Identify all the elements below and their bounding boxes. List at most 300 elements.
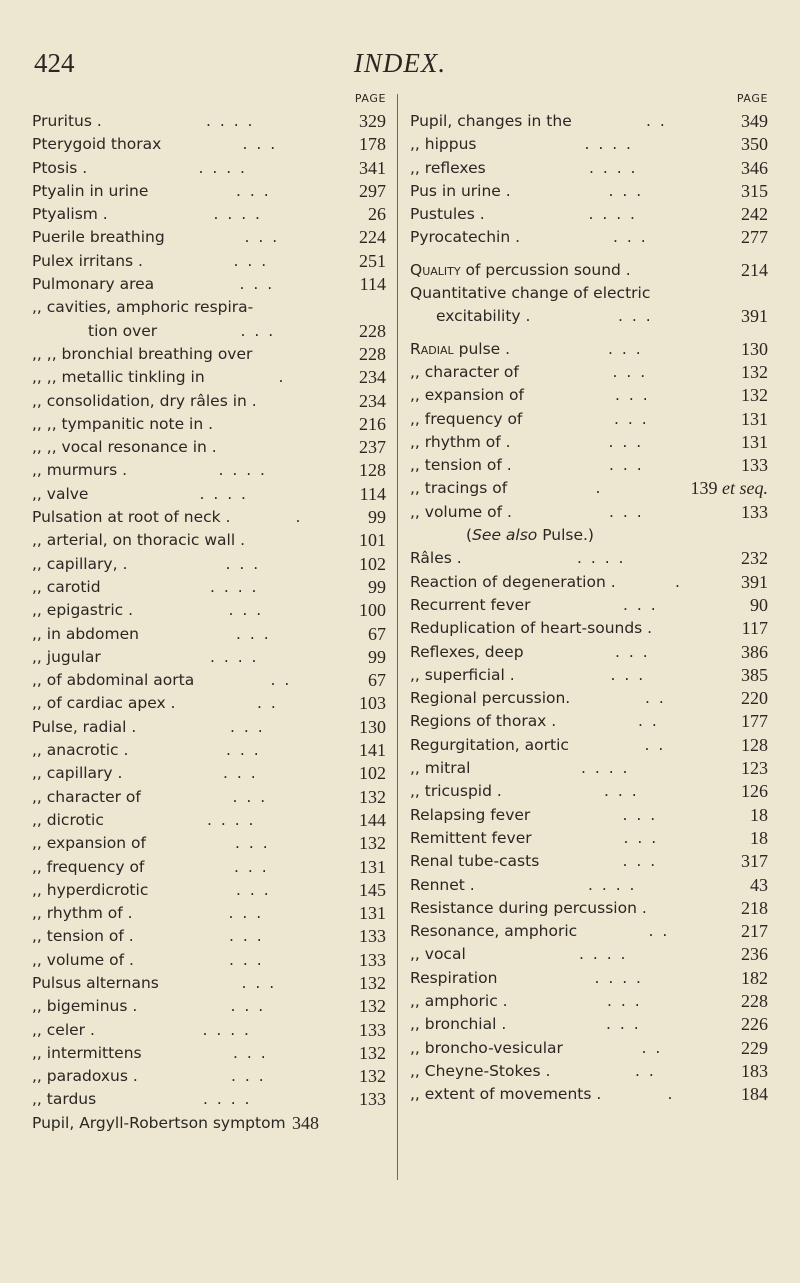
- entry-term: Rennet .: [410, 875, 475, 894]
- page-ref: 99: [368, 507, 386, 528]
- leader-dots: . . .: [607, 991, 642, 1010]
- entry-term: Resonance, amphoric: [410, 922, 578, 941]
- entry-term: ,, in abdomen: [32, 624, 139, 643]
- column-header: PAGE: [736, 92, 768, 105]
- index-entry: [32, 739, 390, 762]
- page-ref: 101: [359, 530, 386, 551]
- index-entry: [32, 110, 390, 133]
- page-ref: 277: [741, 227, 768, 248]
- entry-term: Pustules .: [410, 205, 485, 224]
- page-ref: 128: [741, 734, 768, 755]
- entry-term: Recurrent fever: [410, 595, 531, 614]
- index-entry: [32, 902, 390, 925]
- entry-term: Reflexes, deep: [410, 642, 524, 661]
- index-entry: [410, 897, 772, 920]
- leader-dots: . .: [270, 671, 292, 690]
- entry-term: Resistance during percussion .: [410, 898, 647, 917]
- page-number: 424: [34, 48, 75, 78]
- index-entry: [32, 949, 390, 972]
- leader-dots: . . . .: [206, 112, 255, 130]
- leader-dots: . . . .: [203, 1090, 252, 1109]
- index-entry: [32, 786, 390, 809]
- index-entry: [410, 157, 772, 180]
- index-entry: [32, 459, 390, 482]
- index-entry: [410, 259, 772, 282]
- index-entry: [410, 571, 772, 594]
- entry-term: Remittent fever: [410, 828, 532, 847]
- index-entry: [410, 1083, 772, 1106]
- leader-dots: . . .: [608, 339, 643, 358]
- page-ref: 114: [359, 274, 386, 295]
- entry-term: ,, ,, vocal resonance in .: [32, 438, 217, 457]
- page-ref: 178: [359, 134, 386, 155]
- leader-dots: . . .: [233, 251, 269, 270]
- leader-dots: . . .: [223, 764, 258, 783]
- leader-dots: . . .: [610, 665, 646, 684]
- leader-dots: . . .: [609, 502, 644, 521]
- entry-term: ,, mitral: [410, 759, 471, 778]
- entry-term: ,, volume of .: [32, 950, 134, 969]
- entry-term: Reaction of degeneration .: [410, 572, 616, 591]
- leader-dots: . .: [646, 112, 667, 130]
- page-ref: 131: [359, 856, 386, 877]
- index-entry: [32, 809, 390, 832]
- index-entry: [410, 431, 772, 454]
- leader-dots: . .: [644, 735, 666, 754]
- index-entry: [32, 1019, 390, 1042]
- page-ref: 184: [741, 1084, 768, 1105]
- index-entry: [410, 1060, 772, 1083]
- index-entry: [32, 832, 390, 855]
- entry-term: Pulsation at root of neck .: [32, 508, 231, 527]
- index-entry: [410, 757, 772, 780]
- index-entry: [410, 687, 772, 710]
- index-entry: [32, 762, 390, 785]
- entry-term: Regional percussion.: [410, 689, 571, 708]
- leader-dots: . . .: [615, 386, 650, 405]
- column-divider: [397, 94, 398, 1180]
- leader-dots: . .: [641, 1038, 663, 1057]
- index-entry: [32, 366, 390, 389]
- page-ref: 133: [359, 1089, 386, 1110]
- page-ref: 177: [741, 711, 768, 732]
- index-entry: [32, 669, 390, 692]
- index-entry: [410, 594, 772, 617]
- entry-term: Respiration: [410, 968, 498, 987]
- index-entry: [410, 282, 772, 305]
- leader-dots: . . .: [622, 852, 658, 871]
- index-entry: [410, 203, 772, 226]
- entry-term: Regurgitation, aortic: [410, 735, 569, 754]
- page-ref: 132: [359, 996, 386, 1017]
- entry-term: ,, expansion of: [32, 834, 146, 853]
- entry-term: ,, expansion of: [410, 386, 524, 405]
- page-ref: 132: [359, 1042, 386, 1063]
- index-entry: [410, 617, 772, 640]
- page-ref: 236: [741, 944, 768, 965]
- page-ref: 100: [359, 600, 386, 621]
- entry-term: Pulse, radial .: [32, 717, 137, 736]
- page-ref: 220: [741, 688, 768, 709]
- entry-term: Renal tube-casts: [410, 852, 540, 871]
- page-ref: 317: [741, 851, 768, 872]
- index-entry: [32, 879, 390, 902]
- index-entry: [410, 734, 772, 757]
- page-ref: 391: [741, 571, 768, 592]
- entry-term: ,, capillary .: [32, 764, 123, 783]
- index-entry: [410, 454, 772, 477]
- index-entry: [32, 995, 390, 1018]
- page-ref: 237: [359, 437, 386, 458]
- page-ref: 386: [741, 641, 768, 662]
- leader-dots: . . .: [231, 1067, 266, 1086]
- entry-term: Relapsing fever: [410, 805, 531, 824]
- leader-dots: . . .: [241, 973, 277, 992]
- leader-dots: . .: [635, 1061, 656, 1080]
- index-entry: [410, 133, 772, 156]
- page-ref: 102: [359, 763, 386, 784]
- entry-term: Quality of percussion sound .: [410, 260, 631, 279]
- leader-dots: . . .: [623, 595, 658, 614]
- entry-term: (See also Pulse.): [466, 526, 594, 545]
- page-ref: 234: [359, 390, 386, 411]
- entry-term: Pulsus alternans: [32, 973, 159, 992]
- page-ref: 99: [368, 576, 386, 597]
- entry-term: ,, capillary, .: [32, 554, 128, 573]
- leader-dots: . . . .: [589, 158, 638, 177]
- entry-term: ,, amphoric .: [410, 991, 508, 1010]
- page-ref: 103: [359, 693, 386, 714]
- page-ref: 182: [741, 967, 768, 988]
- index-entry: [32, 553, 390, 576]
- index-entry: [32, 623, 390, 646]
- entry-term: ,, intermittens: [32, 1043, 142, 1062]
- leader-dots: . . .: [239, 275, 275, 294]
- entry-term: ,, reflexes: [410, 158, 486, 177]
- leader-dots: . . . .: [588, 875, 637, 894]
- leader-dots: . . .: [612, 362, 648, 381]
- entry-term: ,, rhythm of .: [32, 904, 133, 923]
- index-entry: [32, 180, 390, 203]
- leader-dots: . . .: [236, 624, 271, 643]
- index-entry: [410, 226, 772, 249]
- index-entry: [32, 436, 390, 459]
- entry-term: ,, bigeminus .: [32, 997, 138, 1016]
- index-entry: [32, 692, 390, 715]
- entry-term: Pulex irritans .: [32, 251, 143, 270]
- leader-dots: . . . .: [584, 135, 633, 154]
- entry-term: ,, tricuspid .: [410, 782, 502, 801]
- leader-dots: . . .: [228, 601, 264, 620]
- index-entry: [410, 305, 772, 328]
- leader-dots: . . .: [232, 787, 268, 806]
- page-ref: 130: [741, 338, 768, 359]
- leader-dots: . . .: [609, 456, 644, 475]
- page-ref: 18: [750, 804, 768, 825]
- entry-term: Ptyalin in urine: [32, 181, 149, 200]
- page-ref: 145: [359, 879, 386, 900]
- leader-dots: . . .: [604, 782, 639, 801]
- page-header: [0, 48, 800, 88]
- leader-dots: . . .: [235, 834, 270, 853]
- entry-term: ,, vocal: [410, 945, 466, 964]
- page-ref: 128: [359, 460, 386, 481]
- page-ref: 67: [368, 670, 386, 691]
- page-ref: 349: [741, 111, 768, 131]
- leader-dots: . . . .: [199, 484, 248, 503]
- leader-dots: . . .: [230, 717, 265, 736]
- index-entry: [32, 576, 390, 599]
- leader-dots: . . .: [614, 409, 649, 428]
- leader-dots: . . .: [226, 741, 261, 760]
- entry-term: Pterygoid thorax: [32, 135, 162, 154]
- entry-term: ,, hippus: [410, 135, 477, 154]
- index-entry: [32, 250, 390, 273]
- entry-term: ,, ,, bronchial breathing over: [32, 344, 253, 363]
- page-ref: 133: [359, 1019, 386, 1040]
- page-ref: 139 et seq.: [690, 478, 768, 499]
- leader-dots: . . . .: [577, 549, 626, 568]
- index-entry: [410, 338, 772, 361]
- entry-term: ,, volume of .: [410, 502, 512, 521]
- page-ref: 43: [750, 874, 768, 895]
- leader-dots: .: [675, 572, 682, 591]
- index-entry: [32, 716, 390, 739]
- page-ref: 216: [359, 413, 386, 434]
- index-entry: [32, 1088, 390, 1111]
- index-entry: [32, 856, 390, 879]
- leader-dots: . . .: [230, 997, 266, 1016]
- page-ref: 297: [359, 180, 386, 201]
- entry-term: Pulmonary area: [32, 275, 155, 294]
- page-ref: 130: [359, 716, 386, 737]
- page-ref: 217: [741, 921, 768, 942]
- index-entry: [32, 1065, 390, 1088]
- index-entry: [410, 827, 772, 850]
- page-ref: 133: [741, 501, 768, 522]
- leader-dots: . . .: [236, 880, 271, 899]
- leader-dots: . . . .: [198, 158, 247, 177]
- entry-term: ,, arterial, on thoracic wall .: [32, 531, 246, 550]
- page-ref: 214: [741, 259, 768, 280]
- entry-term: ,, tension of .: [410, 456, 512, 475]
- index-entry: [32, 646, 390, 669]
- entry-term: Pupil, Argyll-Robertson symptom: [32, 1113, 286, 1132]
- page-ref: 251: [359, 250, 386, 271]
- page-ref: 144: [359, 809, 386, 830]
- index-entry: [410, 477, 772, 500]
- page-ref: 133: [359, 926, 386, 947]
- entry-term: ,, anacrotic .: [32, 741, 129, 760]
- page-ref: 141: [359, 740, 386, 761]
- page-ref: 132: [741, 385, 768, 406]
- entry-term: ,, ,, metallic tinkling in: [32, 368, 205, 387]
- leader-dots: .: [278, 368, 286, 387]
- leader-dots: . . . .: [579, 945, 628, 964]
- page-ref: 315: [741, 180, 768, 201]
- page-ref: 229: [741, 1037, 768, 1058]
- page-ref: 133: [741, 455, 768, 476]
- leader-dots: . . .: [623, 828, 659, 847]
- leader-dots: . . . .: [213, 205, 262, 224]
- index-entry: [32, 343, 390, 366]
- leader-dots: .: [595, 479, 603, 498]
- index-column-right: [410, 92, 772, 1106]
- entry-term: ,, Cheyne-Stokes .: [410, 1061, 551, 1080]
- leader-dots: . . .: [233, 1043, 268, 1062]
- leader-dots: . . .: [608, 181, 644, 200]
- page-ref: 391: [741, 306, 768, 327]
- index-entry: [32, 273, 390, 296]
- page-ref: 132: [359, 972, 386, 993]
- entry-term: ,, extent of movements .: [410, 1085, 602, 1104]
- index-entry: [410, 547, 772, 570]
- leader-dots: . .: [257, 694, 278, 713]
- page-ref: 90: [750, 594, 768, 615]
- leader-dots: .: [667, 1085, 675, 1104]
- leader-dots: . .: [638, 712, 659, 731]
- page-ref: 224: [359, 227, 386, 248]
- entry-term: Pyrocatechin .: [410, 228, 520, 247]
- entry-term: Reduplication of heart-sounds .: [410, 619, 653, 638]
- index-entry: [410, 641, 772, 664]
- leader-dots: . . .: [228, 904, 264, 923]
- page-ref: 341: [359, 157, 386, 178]
- index-entry: [410, 1013, 772, 1036]
- page-ref: 242: [741, 204, 768, 225]
- leader-dots: . . . .: [588, 205, 637, 224]
- leader-dots: . . . .: [207, 810, 256, 829]
- leader-dots: . . .: [234, 857, 269, 876]
- entry-term: ,, of abdominal aorta: [32, 671, 195, 690]
- entry-term: excitability .: [436, 307, 531, 326]
- entry-term: ,, rhythm of .: [410, 432, 511, 451]
- leader-dots: . . .: [229, 927, 264, 946]
- entry-term: ,, tracings of: [410, 479, 508, 498]
- page-ref: 132: [359, 1066, 386, 1087]
- entry-term: ,, ,, tympanitic note in .: [32, 414, 214, 433]
- leader-dots: . . . .: [218, 461, 267, 480]
- entry-term: Quantitative change of electric: [410, 284, 651, 303]
- index-entry: [410, 1037, 772, 1060]
- leader-dots: . . . .: [210, 577, 259, 596]
- index-entry: [410, 664, 772, 687]
- entry-term: ,, jugular: [32, 647, 101, 666]
- page-ref: 228: [359, 320, 386, 341]
- index-entry: [410, 850, 772, 873]
- leader-dots: .: [295, 508, 303, 527]
- page-ref: 232: [741, 548, 768, 569]
- index-entry: [32, 226, 390, 249]
- page-ref: 133: [359, 949, 386, 970]
- page-ref: 132: [359, 786, 386, 807]
- page-ref: 99: [368, 646, 386, 667]
- entry-term: tion over: [88, 321, 158, 340]
- leader-dots: . . .: [608, 432, 644, 451]
- leader-dots: . . .: [242, 135, 278, 154]
- index-entry: [410, 384, 772, 407]
- index-entry: [32, 203, 390, 226]
- entry-term: ,, paradoxus .: [32, 1067, 138, 1086]
- leader-dots: . . .: [622, 805, 658, 824]
- page-ref: 228: [359, 343, 386, 364]
- page-title: INDEX.: [353, 48, 447, 78]
- entry-term: ,, celer .: [32, 1020, 95, 1039]
- index-entry: [410, 361, 772, 384]
- page-ref: 132: [359, 833, 386, 854]
- entry-term: ,, dicrotic: [32, 810, 104, 829]
- entry-term: ,, superficial .: [410, 665, 515, 684]
- entry-term: ,, epigastric .: [32, 601, 134, 620]
- entry-term: ,, of cardiac apex .: [32, 694, 176, 713]
- index-entry: [32, 157, 390, 180]
- entry-term: Puerile breathing: [32, 228, 165, 247]
- index-entry: [410, 804, 772, 827]
- entry-term: Pruritus .: [32, 112, 102, 130]
- index-entry: [410, 710, 772, 733]
- index-entry: [32, 296, 390, 319]
- page-ref: 117: [741, 618, 768, 639]
- entry-term: ,, hyperdicrotic: [32, 880, 149, 899]
- index-entry: [410, 990, 772, 1013]
- entry-term: ,, character of: [410, 362, 519, 381]
- index-entry: [410, 524, 772, 547]
- index-entry: [410, 967, 772, 990]
- page-ref: 114: [359, 483, 386, 504]
- index-column-left: [32, 92, 390, 1135]
- index-entry: [410, 180, 772, 203]
- index-entry: [410, 920, 772, 943]
- page-ref: 385: [741, 664, 768, 685]
- index-entry: [32, 925, 390, 948]
- page-ref: 234: [359, 367, 386, 388]
- index-entry: [32, 483, 390, 506]
- index-entry: [32, 320, 390, 343]
- page-ref: 67: [368, 623, 386, 644]
- page-ref: 18: [750, 827, 768, 848]
- page-ref: 131: [359, 903, 386, 924]
- page-ref: 226: [741, 1014, 768, 1035]
- page-ref: 26: [368, 204, 386, 225]
- page-ref: 131: [741, 431, 768, 452]
- entry-term: Ptosis .: [32, 158, 88, 177]
- entry-term: ,, frequency of: [410, 409, 523, 428]
- leader-dots: . . .: [229, 950, 264, 969]
- entry-term: Ptyalism .: [32, 205, 108, 224]
- index-entry: [410, 408, 772, 431]
- entry-term: ,, character of: [32, 787, 141, 806]
- leader-dots: . . . .: [581, 759, 630, 778]
- entry-term: ,, broncho-vesicular: [410, 1038, 563, 1057]
- entry-term: ,, valve: [32, 484, 89, 503]
- index-entry: [32, 529, 390, 552]
- index-entry: [32, 972, 390, 995]
- page-ref: 346: [741, 157, 768, 178]
- index-entry: [410, 501, 772, 524]
- leader-dots: . . .: [606, 1015, 641, 1034]
- entry-term: ,, tardus: [32, 1090, 97, 1109]
- index-entry: [410, 780, 772, 803]
- entry-term: ,, cavities, amphoric respira-: [32, 298, 254, 317]
- column-header: PAGE: [354, 92, 386, 105]
- entry-term: ,, carotid: [32, 577, 101, 596]
- page-ref: 131: [741, 408, 768, 429]
- leader-dots: . . .: [618, 307, 653, 326]
- entry-term: ,, frequency of: [32, 857, 145, 876]
- index-entry: [32, 413, 390, 436]
- page-ref: 132: [741, 361, 768, 382]
- page-ref: 126: [741, 781, 768, 802]
